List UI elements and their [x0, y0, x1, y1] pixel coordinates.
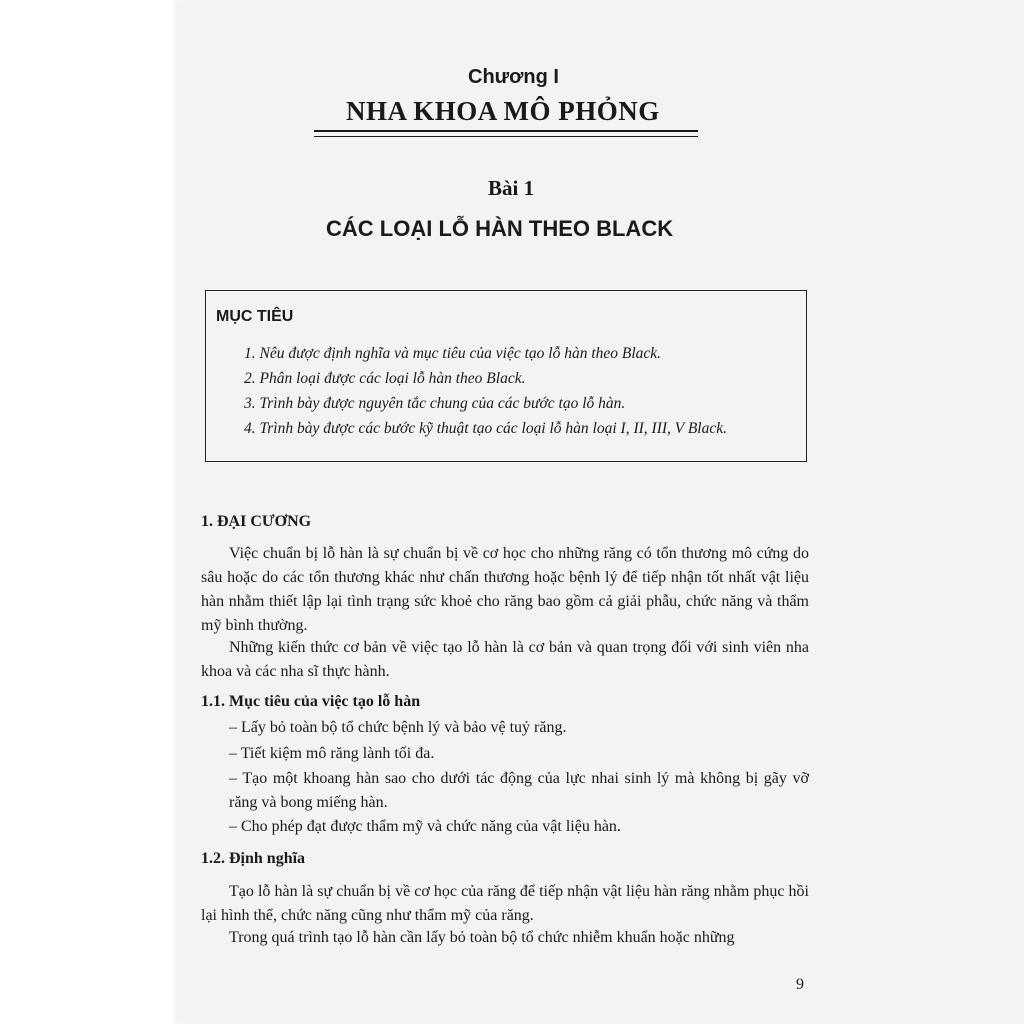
book-page [178, 0, 1024, 1024]
chapter-title: NHA KHOA MÔ PHỎNG [346, 96, 660, 126]
objectives-heading: MỤC TIÊU [216, 308, 294, 325]
paragraph [201, 880, 809, 928]
paragraph-text: Trong quá trình tạo lỗ hàn cần lấy bỏ toàn bộ tổ chức nhiễm khuẩn hoặc những [229, 929, 735, 946]
section-heading: 1. ĐẠI CƯƠNG [201, 513, 312, 530]
objective-item: 3. Trình bày được nguyên tắc chung của các bước tạo lỗ hàn. [244, 395, 626, 412]
paragraph [201, 542, 809, 638]
paragraph-text: Những kiến thức cơ bản về việc tạo lỗ hàn là cơ bản và quan trọng đối với sinh viên nha khoa và các nha sĩ thực hành. [201, 639, 809, 680]
objective-item: 4. Trình bày được các bước kỹ thuật tạo các loại lỗ hàn loại I, II, III, V Black. [244, 420, 727, 437]
list-item: – Tiết kiệm mô răng lành tối đa. [229, 745, 435, 762]
title-rule [314, 130, 698, 132]
title-rule-thin [314, 136, 698, 137]
paragraph [201, 926, 809, 950]
lesson-label: Bài 1 [488, 176, 535, 200]
list-item: – Cho phép đạt được thẩm mỹ và chức năng của vật liệu hàn. [229, 818, 621, 835]
page-number: 9 [796, 976, 804, 993]
subsection-heading: 1.2. Định nghĩa [201, 850, 306, 867]
list-item: – Lấy bỏ toàn bộ tổ chức bệnh lý và bảo vệ tuỷ răng. [229, 719, 567, 736]
lesson-title: CÁC LOẠI LỖ HÀN THEO BLACK [326, 216, 674, 241]
objective-item: 2. Phân loại được các loại lỗ hàn theo Black. [244, 370, 526, 387]
chapter-label: Chương I [468, 66, 559, 88]
paragraph-text: Việc chuẩn bị lỗ hàn là sự chuẩn bị về cơ học cho những răng có tổn thương mô cứng do sâu hoặc do các tổn thương khác như chấn thương hoặc bệnh lý để tiếp nhận tốt nhất vật liệu hàn nhằm thiết lập lại tình trạng sức khoẻ cho răng bao gồm cả giải phẫu, chức năng và thẩm mỹ bình thường. [201, 545, 809, 634]
paragraph [201, 636, 809, 684]
paragraph-text: Tạo lỗ hàn là sự chuẩn bị về cơ học của răng để tiếp nhận vật liệu hàn răng nhằm phục hồi lại hình thể, chức năng cũng như thẩm mỹ của răng. [201, 883, 809, 924]
subsection-heading: 1.1. Mục tiêu của việc tạo lỗ hàn [201, 693, 421, 710]
list-item: – Tạo một khoang hàn sao cho dưới tác động của lực nhai sinh lý mà không bị gãy vỡ răng và bong miếng hàn. [229, 770, 809, 811]
objective-item: 1. Nêu được định nghĩa và mục tiêu của việc tạo lỗ hàn theo Black. [244, 345, 662, 362]
